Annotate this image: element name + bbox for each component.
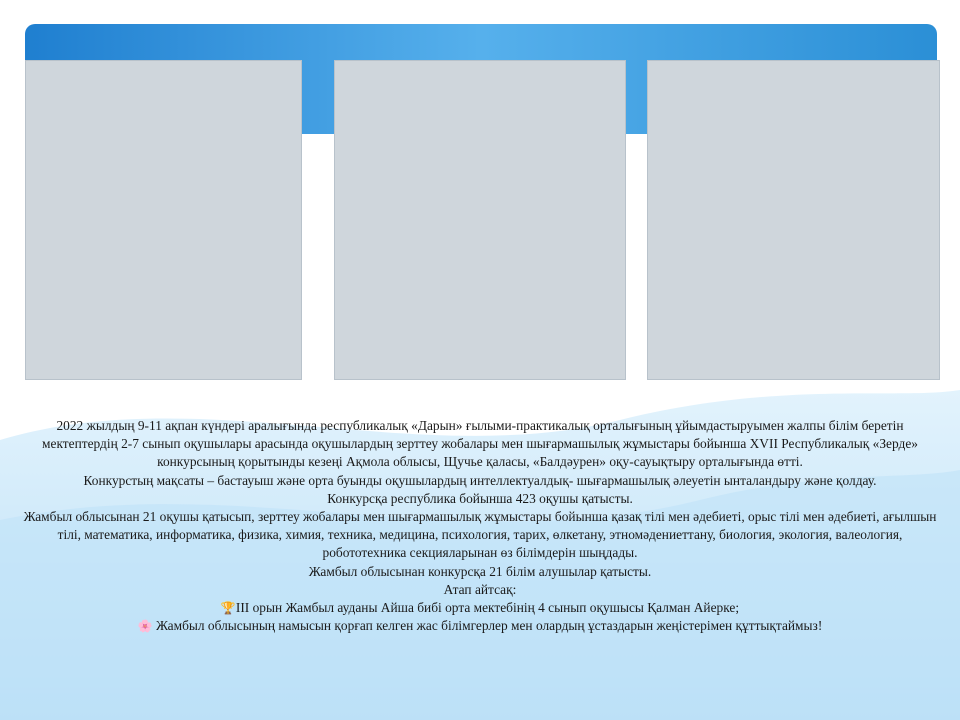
paragraph-goal: Конкурстың мақсаты – бастауыш және орта буынды оқушылардың интеллектуалдық- шығармашылық әлеуетін ынталандыру және қолдау.: [83, 472, 877, 488]
flower-icon: 🌸: [137, 619, 153, 634]
paragraph-congrats: [18, 617, 942, 635]
congrats-text: Жамбыл облысының намысын қорғап келген жас білімгерлер мен олардың ұстаздарын жеңістерімен құттықтаймыз!: [152, 618, 823, 634]
paragraph-participants: Конкурсқа республика бойынша 423 оқушы қатысты.: [327, 490, 633, 506]
paragraph-note: Атап айтсақ:: [443, 581, 517, 597]
photo-student-in-classroom: [647, 60, 940, 380]
award-text: III орын Жамбыл ауданы Айша бибі орта мектебінің 4 сынып оқушысы Қалман Айерке;: [235, 600, 740, 616]
photo-student-with-teacher: [25, 60, 302, 380]
photo-student-with-diploma: [334, 60, 626, 380]
paragraph-winners: Жамбыл облысынан конкурсқа 21 білім алушылар қатысты.: [308, 563, 652, 579]
paragraph-award: [18, 599, 942, 617]
article-body: [18, 417, 942, 635]
trophy-icon: 🏆: [220, 601, 236, 616]
paragraph-region: Жамбыл облысынан 21 оқушы қатысып, зерттеу жобалары мен шығармашылық жұмыстары бойынша қазақ тілі мен әдебиеті, орыс тілі мен әдебиеті, ағылшын тілі, математика, информатика, физика, химия, техника, медицина, психология, тарих, өлкетану, этномәдениеттану, биология, экология, валеология, робототехника секцияларынан өз білімдерін шыңдады.: [23, 509, 937, 561]
paragraph-intro: 2022 жылдың 9-11 ақпан күндері аралығында республикалық «Дарын» ғылыми-практикалық орталығының ұйымдастыруымен жалпы білім беретін мектептердің 2-7 сынып оқушылары арасында оқушылардың зерттеу жобалары мен шығармашылық жұмыстары бойынша XVII Республикалық «Зерде» конкурсының қорытынды кезеңі Ақмола облысы, Щучье қаласы, «Балдәурен» оқу-сауықтыру орталығында өтті.: [42, 418, 918, 470]
